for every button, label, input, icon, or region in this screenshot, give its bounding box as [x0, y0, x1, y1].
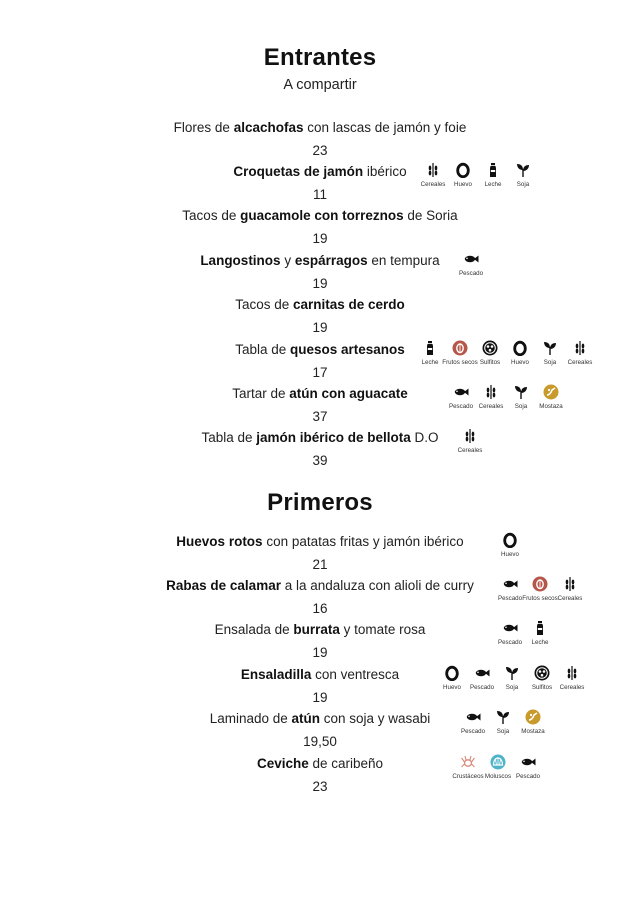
dish-name [0, 534, 640, 549]
dish-name-text: con lascas de jamón y foie [303, 120, 467, 135]
allergen-label: Moluscos [484, 773, 512, 780]
pescado-icon [502, 620, 518, 636]
leche-icon [422, 340, 438, 356]
dish-name-bold: Rabas de calamar [166, 578, 281, 593]
dish-name-text: a la andaluza con alioli de curry [280, 578, 474, 593]
dish-price: 19 [312, 690, 328, 705]
allergen-label: Cereales [457, 447, 483, 454]
crustaceos-icon [460, 754, 476, 770]
allergen-item [495, 576, 525, 602]
dish-name [0, 120, 640, 135]
allergen-list [495, 620, 555, 646]
dish-name-text: Ensalada de [214, 622, 294, 637]
allergen-label: Soja [514, 403, 528, 410]
allergen-item [555, 576, 585, 602]
allergen-item [475, 340, 505, 366]
pescado-icon [453, 384, 469, 400]
dish-price: 11 [312, 187, 327, 202]
allergen-item [513, 754, 543, 780]
soja-icon [495, 709, 511, 725]
allergen-item [448, 162, 478, 188]
pescado-icon [520, 754, 536, 770]
allergen-label: Huevo [501, 551, 519, 558]
allergen-list [495, 532, 525, 558]
allergen-label: Pescado [497, 639, 523, 646]
allergen-list [446, 384, 566, 410]
dish-name [0, 297, 640, 312]
allergen-label: Frutos secos [442, 359, 478, 366]
dish-price: 19 [312, 276, 328, 291]
allergen-item [446, 384, 476, 410]
dish-name-bold: burrata [293, 622, 340, 637]
allergen-label: Sulfitos [479, 359, 501, 366]
huevo-icon [444, 665, 460, 681]
allergen-list [415, 340, 595, 366]
allergen-label: Leche [531, 639, 549, 646]
allergen-item [495, 620, 525, 646]
dish-name-text: Tacos de [182, 208, 241, 223]
allergen-label: Leche [484, 181, 502, 188]
allergen-item [497, 665, 527, 691]
dish-price: 37 [312, 409, 328, 424]
soja-icon [504, 665, 520, 681]
frutos-secos-icon [532, 576, 548, 592]
allergen-list [495, 576, 585, 602]
allergen-label: Cereales [557, 595, 583, 602]
dish-name-text: ibérico [363, 164, 407, 179]
cereales-icon [425, 162, 441, 178]
sulfitos-icon [482, 340, 498, 356]
section-subtitle: A compartir [283, 77, 357, 93]
dish-name-text: con soja y wasabi [320, 711, 431, 726]
huevo-icon [502, 532, 518, 548]
dish-name [0, 756, 640, 771]
allergen-item [495, 532, 525, 558]
allergen-label: Pescado [460, 728, 486, 735]
allergen-item [488, 709, 518, 735]
allergen-item [478, 162, 508, 188]
soja-icon [515, 162, 531, 178]
allergen-label: Pescado [458, 270, 484, 277]
allergen-label: Soja [505, 684, 519, 691]
cereales-icon [564, 665, 580, 681]
soja-icon [513, 384, 529, 400]
cereales-icon [562, 576, 578, 592]
dish-price: 17 [312, 365, 328, 380]
dish-name-text: y [280, 253, 295, 268]
allergen-label: Pescado [469, 684, 495, 691]
dish-name-text: con ventresca [311, 667, 400, 682]
dish-name-text: D.O [410, 430, 439, 445]
allergen-item [458, 709, 488, 735]
allergen-label: Sulfitos [531, 684, 553, 691]
allergen-item [506, 384, 536, 410]
pescado-icon [463, 251, 479, 267]
allergen-item [467, 665, 497, 691]
dish-name-bold: Ceviche [256, 756, 309, 771]
pescado-icon [465, 709, 481, 725]
allergen-item [536, 384, 566, 410]
allergen-item [455, 428, 485, 454]
dish-name [0, 430, 640, 445]
allergen-label: Huevo [511, 359, 529, 366]
allergen-label: Mostaza [521, 728, 545, 735]
mostaza-icon [543, 384, 559, 400]
dish-name-text: en tempura [367, 253, 440, 268]
allergen-label: Pescado [448, 403, 474, 410]
allergen-item [456, 251, 486, 277]
dish-name-bold: espárragos [294, 253, 368, 268]
dish-name [0, 208, 640, 223]
dish-name-text: Laminado de [209, 711, 292, 726]
allergen-list [418, 162, 538, 188]
sulfitos-icon [534, 665, 550, 681]
dish-name-text: Flores de [173, 120, 234, 135]
cereales-icon [462, 428, 478, 444]
allergen-label: Soja [496, 728, 510, 735]
dish-name-text: Tacos de [235, 297, 293, 312]
allergen-item [483, 754, 513, 780]
moluscos-icon [490, 754, 506, 770]
allergen-item [518, 709, 548, 735]
frutos-secos-icon [452, 340, 468, 356]
allergen-item [505, 340, 535, 366]
cereales-icon [572, 340, 588, 356]
allergen-item [557, 665, 587, 691]
dish-name-text: y tomate rosa [339, 622, 426, 637]
dish-name-bold: Langostinos [200, 253, 281, 268]
allergen-list [453, 754, 543, 780]
allergen-label: Cereales [478, 403, 504, 410]
dish-name-text: de Soria [403, 208, 458, 223]
dish-name-bold: Croquetas de jamón [233, 164, 364, 179]
huevo-icon [512, 340, 528, 356]
allergen-item [476, 384, 506, 410]
allergen-item [453, 754, 483, 780]
leche-icon [532, 620, 548, 636]
allergen-list [455, 428, 485, 454]
dish-name-text: Tabla de [235, 342, 290, 357]
allergen-label: Mostaza [539, 403, 563, 410]
allergen-label: Huevo [443, 684, 461, 691]
allergen-item [522, 576, 558, 602]
dish-price: 19 [312, 320, 328, 335]
allergen-item [508, 162, 538, 188]
leche-icon [485, 162, 501, 178]
dish-name-bold: Ensaladilla [240, 667, 312, 682]
soja-icon [542, 340, 558, 356]
dish-name-bold: jamón ibérico de bellota [256, 430, 411, 445]
allergen-label: Cereales [559, 684, 585, 691]
allergen-item [442, 340, 478, 366]
dish-price: 19 [312, 645, 328, 660]
allergen-label: Leche [421, 359, 439, 366]
dish-name [0, 164, 640, 179]
mostaza-icon [525, 709, 541, 725]
dish-name [0, 253, 640, 268]
dish-name-text: de caribeño [308, 756, 384, 771]
allergen-label: Soja [516, 181, 530, 188]
dish-name-bold: carnitas de cerdo [293, 297, 405, 312]
allergen-item [527, 665, 557, 691]
dish-price: 21 [312, 557, 328, 572]
allergen-item [535, 340, 565, 366]
allergen-item [415, 340, 445, 366]
allergen-item [565, 340, 595, 366]
dish-name-bold: guacamole con torreznos [240, 208, 404, 223]
huevo-icon [455, 162, 471, 178]
dish-price: 19 [312, 231, 328, 246]
allergen-list [437, 665, 587, 691]
dish-name-text: Tartar de [232, 386, 290, 401]
section-title: Entrantes [263, 44, 377, 71]
section-title: Primeros [267, 489, 373, 516]
allergen-item [418, 162, 448, 188]
allergen-item [525, 620, 555, 646]
allergen-list [458, 709, 548, 735]
cereales-icon [483, 384, 499, 400]
dish-price: 23 [312, 779, 328, 794]
allergen-label: Pescado [497, 595, 523, 602]
allergen-label: Soja [543, 359, 557, 366]
allergen-label: Cereales [567, 359, 593, 366]
dish-name-bold: atún con aguacate [289, 386, 408, 401]
dish-name-bold: alcachofas [233, 120, 304, 135]
dish-price: 16 [312, 601, 328, 616]
allergen-label: Pescado [515, 773, 541, 780]
dish-name-text: con patatas fritas y jamón ibérico [262, 534, 464, 549]
dish-price: 23 [312, 143, 328, 158]
allergen-label: Huevo [454, 181, 472, 188]
allergen-label: Crustáceos [452, 773, 484, 780]
allergen-list [456, 251, 486, 277]
dish-name-bold: quesos artesanos [290, 342, 405, 357]
dish-price: 39 [312, 453, 328, 468]
pescado-icon [474, 665, 490, 681]
dish-name-bold: Huevos rotos [176, 534, 263, 549]
pescado-icon [502, 576, 518, 592]
dish-name-bold: atún [291, 711, 320, 726]
allergen-label: Frutos secos [522, 595, 558, 602]
dish-name-text: Tabla de [201, 430, 257, 445]
dish-price: 19,50 [303, 734, 337, 749]
allergen-label: Cereales [420, 181, 446, 188]
allergen-item [437, 665, 467, 691]
